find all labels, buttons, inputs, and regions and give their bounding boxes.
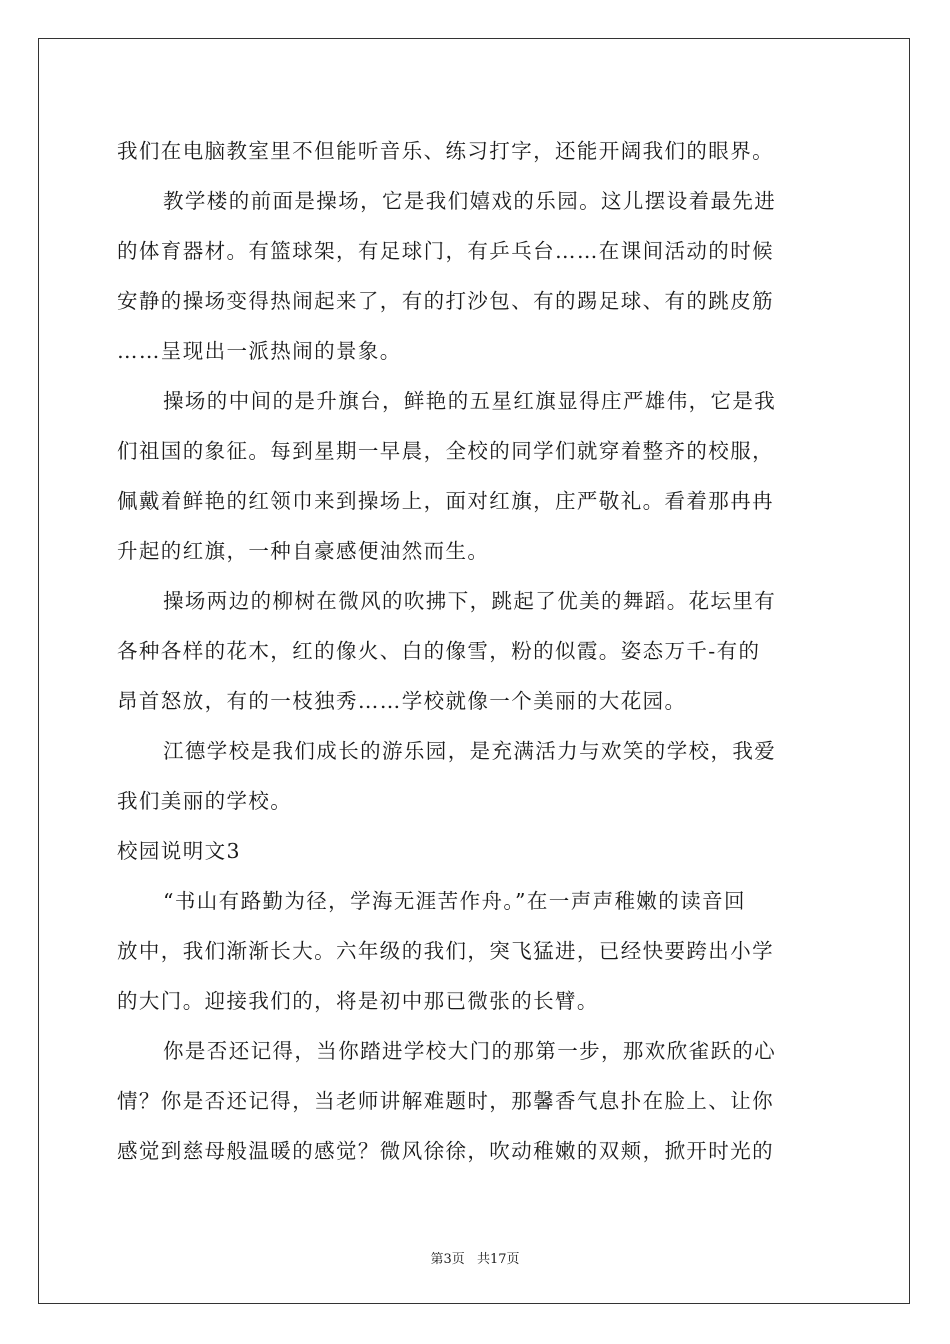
paragraph-start: “书山有路勤为径，学海无涯苦作舟。”在一声声稚嫩的读音回 bbox=[163, 889, 746, 913]
text-line: 放中，我们渐渐长大。六年级的我们，突飞猛进，已经快要跨出小学 bbox=[117, 939, 774, 963]
text-line: 升起的红旗，一种自豪感便油然而生。 bbox=[117, 539, 490, 563]
paragraph-start: 教学楼的前面是操场，它是我们嬉戏的乐园。这儿摆设着最先进 bbox=[163, 189, 777, 213]
page-footer bbox=[0, 1248, 950, 1267]
page-total: 共17页 bbox=[476, 1252, 520, 1267]
text-line: 我们美丽的学校。 bbox=[117, 789, 293, 813]
document-body bbox=[117, 126, 833, 1176]
text-line: 情？你是否还记得，当老师讲解难题时，那馨香气息扑在脸上、让你 bbox=[117, 1089, 774, 1113]
paragraph-start: 操场两边的柳树在微风的吹拂下，跳起了优美的舞蹈。花坛里有 bbox=[163, 589, 777, 613]
text-line: 佩戴着鲜艳的红领巾来到操场上，面对红旗，庄严敬礼。看着那冉冉 bbox=[117, 489, 774, 513]
text-line: 昂首怒放，有的一枝独秀……学校就像一个美丽的大花园。 bbox=[117, 689, 687, 713]
text-line: 安静的操场变得热闹起来了，有的打沙包、有的踢足球、有的跳皮筋 bbox=[117, 289, 774, 313]
section-heading: 校园说明文3 bbox=[117, 839, 241, 863]
paragraph-start: 江德学校是我们成长的游乐园，是充满活力与欢笑的学校，我爱 bbox=[163, 739, 777, 763]
paragraph-start: 操场的中间的是升旗台，鲜艳的五星红旗显得庄严雄伟，它是我 bbox=[163, 389, 777, 413]
page-number: 第3页 bbox=[430, 1252, 465, 1267]
text-line: ……呈现出一派热闹的景象。 bbox=[117, 339, 402, 363]
text-line: 各种各样的花木，红的像火、白的像雪，粉的似霞。姿态万千-有的 bbox=[117, 639, 761, 663]
text-line: 感觉到慈母般温暖的感觉？微风徐徐，吹动稚嫩的双颊，掀开时光的 bbox=[117, 1139, 774, 1163]
text-line: 的体育器材。有篮球架，有足球门，有乒乓台……在课间活动的时候 bbox=[117, 239, 774, 263]
paragraph-start: 你是否还记得，当你踏进学校大门的那第一步，那欢欣雀跃的心 bbox=[163, 1039, 777, 1063]
text-line: 们祖国的象征。每到星期一早晨，全校的同学们就穿着整齐的校服， bbox=[117, 439, 774, 463]
text-line: 我们在电脑教室里不但能听音乐、练习打字，还能开阔我们的眼界。 bbox=[117, 139, 774, 163]
text-line: 的大门。迎接我们的，将是初中那已微张的长臂。 bbox=[117, 989, 599, 1013]
